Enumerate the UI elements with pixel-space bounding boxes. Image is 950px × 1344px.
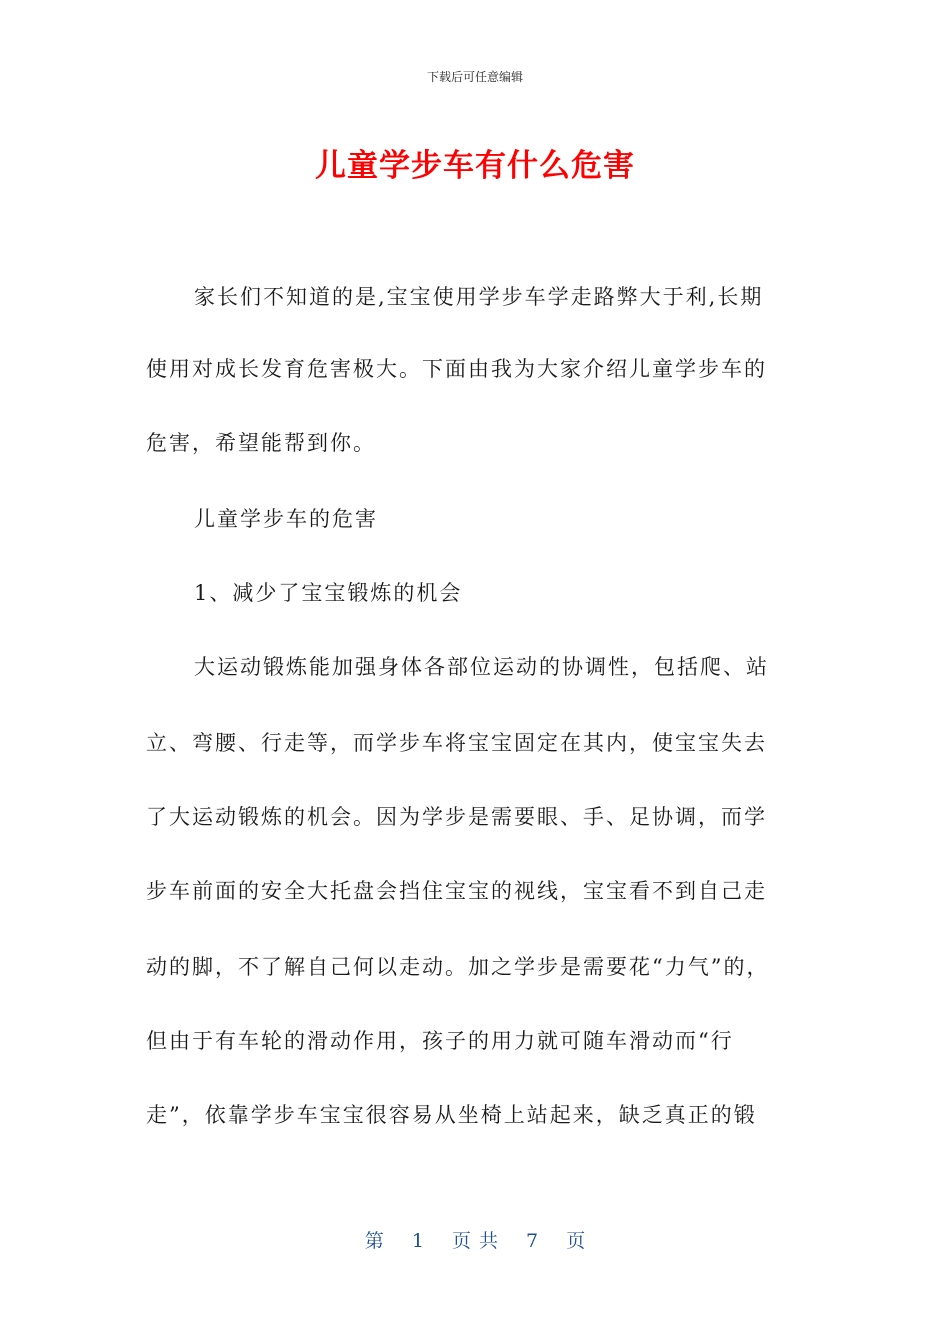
footer-prefix: 第 <box>364 1230 384 1252</box>
paragraph-line: 使用对成长发育危害极大。下面由我为大家介绍儿童学步车的 <box>146 357 767 381</box>
paragraph-line: 大运动锻炼能加强身体各部位运动的协调性，包括爬、站 <box>194 655 769 679</box>
paragraph-line: 了大运动锻炼的机会。因为学步是需要眼、手、足协调，而学 <box>146 805 767 829</box>
subsection-heading: 1、减少了宝宝锻炼的机会 <box>194 581 463 605</box>
footer-suffix: 页 <box>566 1230 586 1252</box>
page-footer <box>0 1226 950 1253</box>
paragraph-line: 立、弯腰、行走等，而学步车将宝宝固定在其内，使宝宝失去 <box>146 731 767 755</box>
paragraph-line: 走”，依靠学步车宝宝很容易从坐椅上站起来，缺乏真正的锻 <box>146 1103 757 1127</box>
paragraph-line: 步车前面的安全大托盘会挡住宝宝的视线，宝宝看不到自己走 <box>146 879 767 903</box>
paragraph-line: 家长们不知道的是,宝宝使用学步车学走路弊大于利,长期 <box>194 285 764 309</box>
paragraph-line: 但由于有车轮的滑动作用，孩子的用力就可随车滑动而“行 <box>146 1029 734 1053</box>
paragraph-line: 动的脚，不了解自己何以走动。加之学步是需要花“力气”的， <box>146 955 770 979</box>
header-note: 下载后可任意编辑 <box>426 70 523 84</box>
section-heading: 儿童学步车的危害 <box>194 507 378 531</box>
current-page-number: 1 <box>411 1230 424 1252</box>
total-pages-number: 7 <box>526 1230 539 1252</box>
footer-middle: 页共 <box>451 1230 506 1252</box>
document-title: 儿童学步车有什么危害 <box>315 148 635 184</box>
paragraph-line: 危害，希望能帮到你。 <box>146 431 376 455</box>
